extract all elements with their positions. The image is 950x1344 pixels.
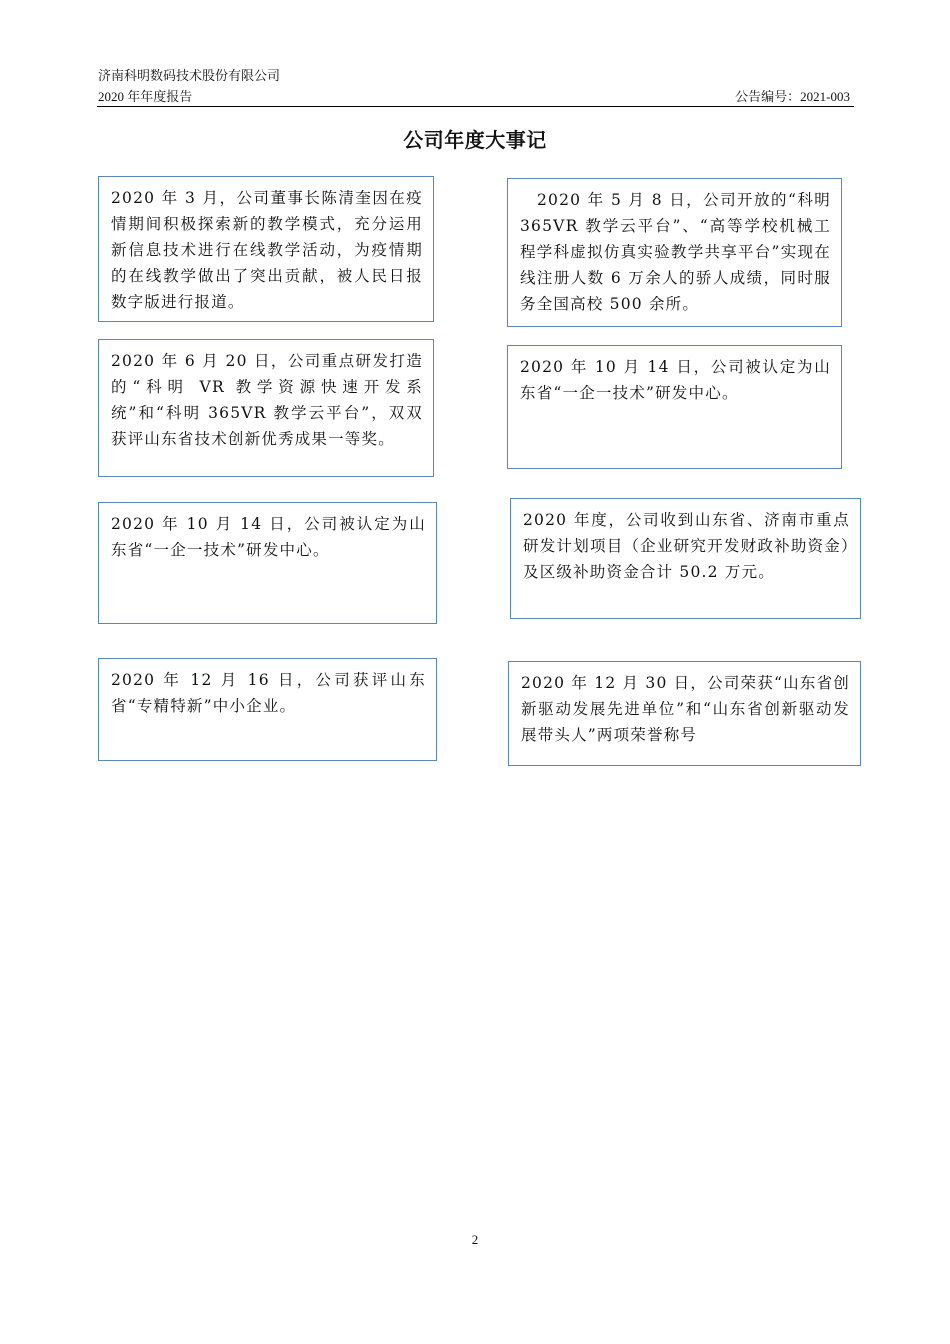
event-box-annual-subsidy: 2020 年度，公司收到山东省、济南市重点研发计划项目（企业研究开发财政补助资金）及区级补助资金合计 50.2 万元。 — [510, 498, 861, 619]
header-announcement-number: 公告编号：2021-003 — [735, 89, 850, 104]
event-box-march-chairman-report: 2020 年 3 月，公司董事长陈清奎因在疫情期间积极探索新的教学模式，充分运用新信息技术进行在线教学活动，为疫情期的在线教学做出了突出贡献，被人民日报数字版进行报道。 — [98, 176, 434, 322]
event-box-december-sme-award: 2020 年 12 月 16 日，公司获评山东省“专精特新”中小企业。 — [98, 658, 437, 761]
event-box-june-innovation-award: 2020 年 6 月 20 日，公司重点研发打造的“科明 VR 教学资源快速开发系统”和“科明 365VR 教学云平台”，双双获评山东省技术创新优秀成果一等奖。 — [98, 339, 434, 477]
header-divider — [97, 106, 854, 107]
header-report-title: 2020 年年度报告 — [98, 89, 193, 104]
event-box-october-rd-center: 2020 年 10 月 14 日，公司被认定为山东省“一企一技术”研发中心。 — [507, 345, 842, 469]
event-box-december-innovation-honor: 2020 年 12 月 30 日，公司荣获“山东省创新驱动发展先进单位”和“山东省创新驱动发展带头人”两项荣誉称号 — [508, 661, 861, 766]
page-title: 公司年度大事记 — [403, 128, 547, 152]
event-box-october-rd-center-duplicate: 2020 年 10 月 14 日，公司被认定为山东省“一企一技术”研发中心。 — [98, 502, 437, 624]
event-box-may-cloud-platform: 2020 年 5 月 8 日，公司开放的“科明 365VR 教学云平台”、“高等学校机械工程学科虚拟仿真实验教学共享平台”实现在线注册人数 6 万余人的骄人成绩，同时服务全国高校 500 余所。 — [507, 178, 842, 327]
page-number: 2 — [471, 1232, 479, 1247]
header-company-name: 济南科明数码技术股份有限公司 — [98, 68, 281, 83]
